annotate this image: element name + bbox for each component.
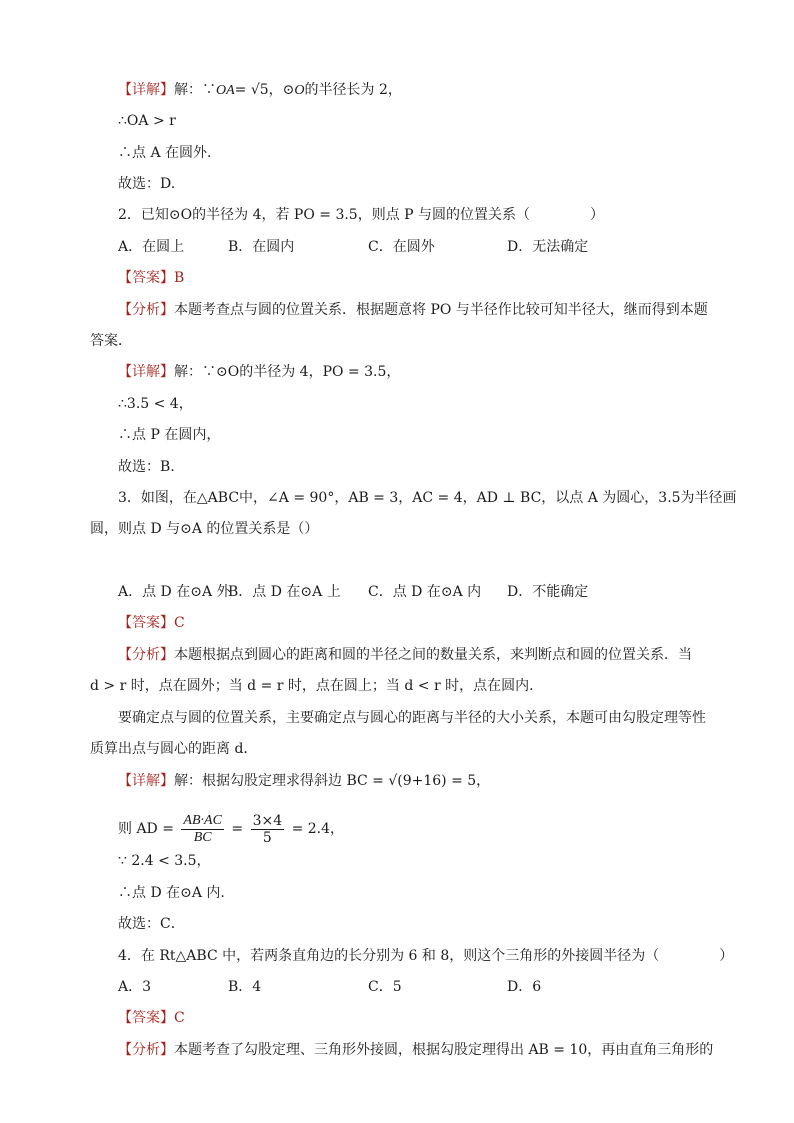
q2-option-c: C．在圆外 xyxy=(368,239,435,255)
q2-option-a: A．在圆上 xyxy=(118,239,185,255)
q3-option-d: D．不能确定 xyxy=(507,584,589,600)
detail-line-b1-3: ∴点 A 在圆外. xyxy=(118,145,212,161)
q2-detail-1: 【详解】解：∵⊙O的半径为 4，PO = 3.5， xyxy=(118,364,401,380)
q3-detail-4: ∴点 D 在⊙A 内. xyxy=(118,885,225,901)
q2-detail-3: ∴点 P 在圆内， xyxy=(118,427,221,443)
q2-detail-2: ∴3.5 < 4， xyxy=(118,396,193,412)
q3-analysis-2: d > r 时，点在圆外；当 d = r 时，点在圆上；当 d < r 时，点在圆内. xyxy=(90,678,534,694)
q2-stem: 2．已知⊙O的半径为 4，若 PO = 3.5，则点 P 与圆的位置关系（ ） xyxy=(118,207,605,223)
q3-detail-5: 故选：C． xyxy=(118,916,185,932)
detail-line-b1-2: ∴OA > r xyxy=(118,113,176,129)
detail-line-b1-1: 【详解】解：∵OA= √5，⊙O的半径长为 2， xyxy=(118,82,402,98)
q3-option-a: A．点 D 在⊙A 外 xyxy=(118,584,231,600)
q4-option-b: B．4 xyxy=(228,979,262,995)
detail-tag: 【详解】 xyxy=(118,82,174,98)
q4-answer: 【答案】C xyxy=(118,1010,185,1026)
q3-stem-1: 3．如图，在△ABC中，∠A = 90°，AB = 3，AC = 4，AD ⊥ BC，以点 A 为圆心，3.5为半径画 xyxy=(118,490,737,506)
q3-answer: 【答案】C xyxy=(118,615,185,631)
q3-detail-1: 【详解】解：根据勾股定理求得斜边 BC = √(9+16) = 5， xyxy=(118,773,491,789)
q3-analysis-1: 【分析】本题根据点到圆心的距离和圆的半径之间的数量关系，来判断点和圆的位置关系．当 xyxy=(118,647,692,663)
q3-analysis-4: 质算出点与圆心的距离 d． xyxy=(90,741,258,757)
q3-option-c: C．点 D 在⊙A 内 xyxy=(368,584,482,600)
q3-analysis-3: 要确定点与圆的位置关系，主要确定点与圆心的距离与半径的大小关系，本题可由勾股定理等性 xyxy=(118,710,706,726)
q2-answer: 【答案】B xyxy=(118,270,185,286)
q2-analysis-2: 答案． xyxy=(90,333,132,349)
q2-analysis-1: 【分析】本题考查点与圆的位置关系．根据题意将 PO 与半径作比较可知半径大，继而得到本题 xyxy=(118,302,708,318)
fraction-3x4-over-5: $\frac{3\times 4}{5}$ xyxy=(252,812,283,846)
q3-detail-3: ∵ 2.4 < 3.5， xyxy=(118,853,211,869)
q2-option-b: B．在圆内 xyxy=(228,239,295,255)
q4-option-a: A．3 xyxy=(118,979,152,995)
q4-stem: 4．在 Rt△ABC 中，若两条直角边的长分别为 6 和 8，则这个三角形的外接圆半径为（ ） xyxy=(118,948,734,964)
q2-option-d: D．无法确定 xyxy=(507,239,589,255)
q4-option-c: C．5 xyxy=(368,979,402,995)
q3-stem-2: 圆，则点 D 与⊙A 的位置关系是（） xyxy=(90,521,319,537)
q2-detail-4: 故选：B. xyxy=(118,459,175,475)
detail-line-b1-4: 故选：D. xyxy=(118,176,176,192)
q4-option-d: D．6 xyxy=(507,979,542,995)
q4-analysis-1: 【分析】本题考查了勾股定理、三角形外接圆，根据勾股定理得出 AB = 10，再由直角三角形的 xyxy=(118,1042,714,1058)
fraction-ab-ac-over-bc: $\frac{AB\cdot AC}{BC}$ xyxy=(183,812,222,845)
q3-option-b: B．点 D 在⊙A 上 xyxy=(228,584,341,600)
q3-detail-2: 则 AD = $\frac{AB\cdot AC}{BC}$ = $\frac{3\times 4}{5}$ = 2.4， xyxy=(118,812,345,846)
